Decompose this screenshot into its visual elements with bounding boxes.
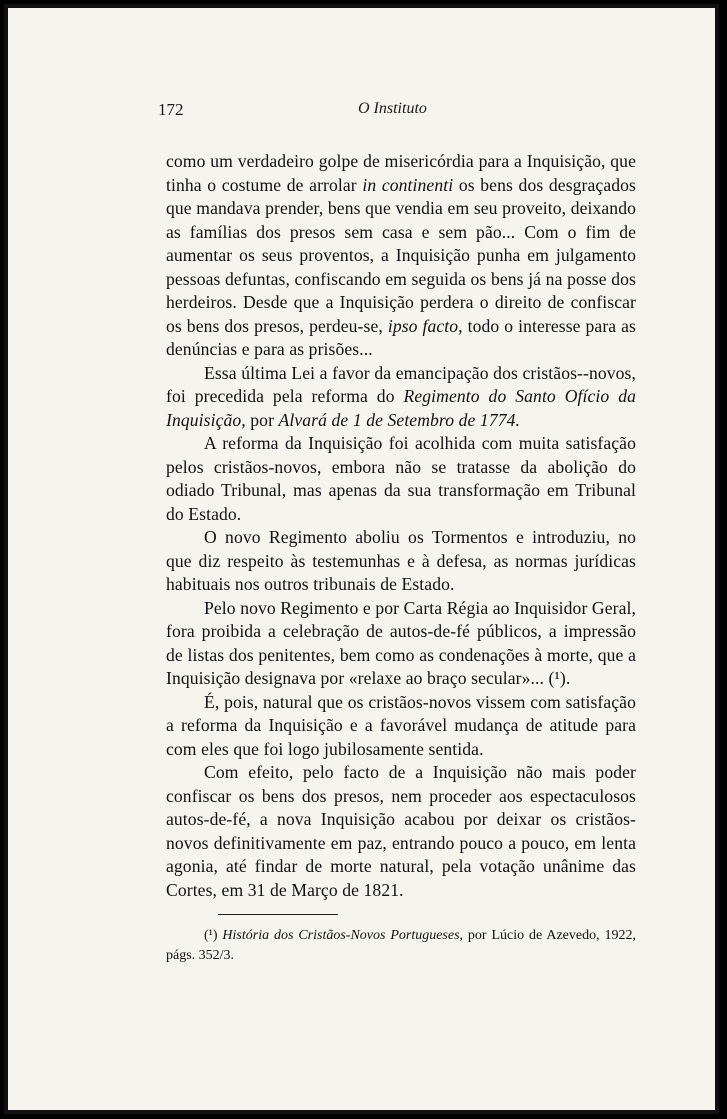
paragraph [166, 432, 636, 526]
text-run-italic: ipso facto, [387, 315, 463, 336]
footnote-text [166, 926, 636, 966]
running-title: O Instituto [358, 100, 427, 117]
text-run: É, pois, natural que os cristãos-novos vissem com satisfação a reforma da Inquisição e a favorável mudança de atitude para com eles que foi logo jubilosamente sentida. [166, 691, 636, 759]
text-run: Pelo novo Regimento e por Carta Régia ao Inquisidor Geral, fora proibida a celebração de autos-de-fé públicos, a impressão de listas dos penitentes, bem como as condenações à morte, que a Inquisição designava por «relaxe ao braço secular»... (¹). [166, 597, 636, 688]
footnote-marker: (¹) [204, 928, 218, 943]
text-run: como um verdadeiro golpe de misericórdia para a Inquisição, que tinha o costume de arrolar [166, 151, 636, 195]
book-page [4, 4, 719, 1114]
paragraph [166, 362, 636, 433]
footnote-title: História dos Cristãos-Novos Portugueses, [222, 928, 464, 943]
text-run-italic: in continenti [362, 174, 454, 195]
footnote-divider [218, 914, 338, 915]
text-run-italic: Alvará de 1 de Setembro de 1774. [278, 409, 521, 430]
text-run: todo o interesse para as denúncias e para as prisões... [166, 315, 636, 359]
body-text [166, 150, 636, 902]
text-run-italic: Regimento do Santo Ofício da Inquisição, [166, 386, 637, 430]
text-run: O novo Regimento aboliu os Tormentos e introduziu, no que diz respeito às testemunhas e à defesa, as normas jurídicas habituais nos outros tribunais de Estado. [166, 527, 636, 594]
text-run: por [245, 409, 279, 430]
paragraph [166, 597, 636, 691]
text-run: os bens dos desgraçados que mandava prender, bens que vendia em seu proveito, deixando as famílias dos presos sem casa e sem pão... Com o fim de aumentar os seus proventos, a Inquisição punha em julgamento pessoas defuntas, confiscando em seguida os bens já na posse dos herdeiros. Desde que a Inquisição perdera o direito de confiscar os bens dos presos, perdeu-se, [166, 174, 636, 336]
paragraph [166, 150, 636, 362]
page-header [158, 100, 638, 124]
footnote [166, 926, 636, 966]
text-run: Com efeito, pelo facto de a Inquisição não mais poder confiscar os bens dos presos, nem proceder aos espectaculosos autos-de-fé, a nova Inquisição acabou por deixar os cristãos-novos definitivamente em paz, entrando pouco a pouco, em lenta agonia, até findar de morte natural, pela votação unânime das Cortes, em 31 de Março de 1821. [166, 762, 636, 900]
paragraph [166, 526, 636, 597]
paragraph [166, 691, 636, 762]
footnote-rest: por Lúcio de Azevedo, 1922, págs. 352/3. [166, 928, 636, 963]
text-run: Essa última Lei a favor da emancipação dos cristãos--novos, foi precedida pela reforma do [166, 362, 636, 406]
paragraph [166, 761, 636, 902]
text-run: A reforma da Inquisição foi acolhida com muita satisfação pelos cristãos-novos, embora não se tratasse da abolição do odiado Tribunal, mas apenas da sua transformação em Tribunal do Estado. [166, 433, 636, 524]
page-number: 172 [158, 100, 184, 119]
